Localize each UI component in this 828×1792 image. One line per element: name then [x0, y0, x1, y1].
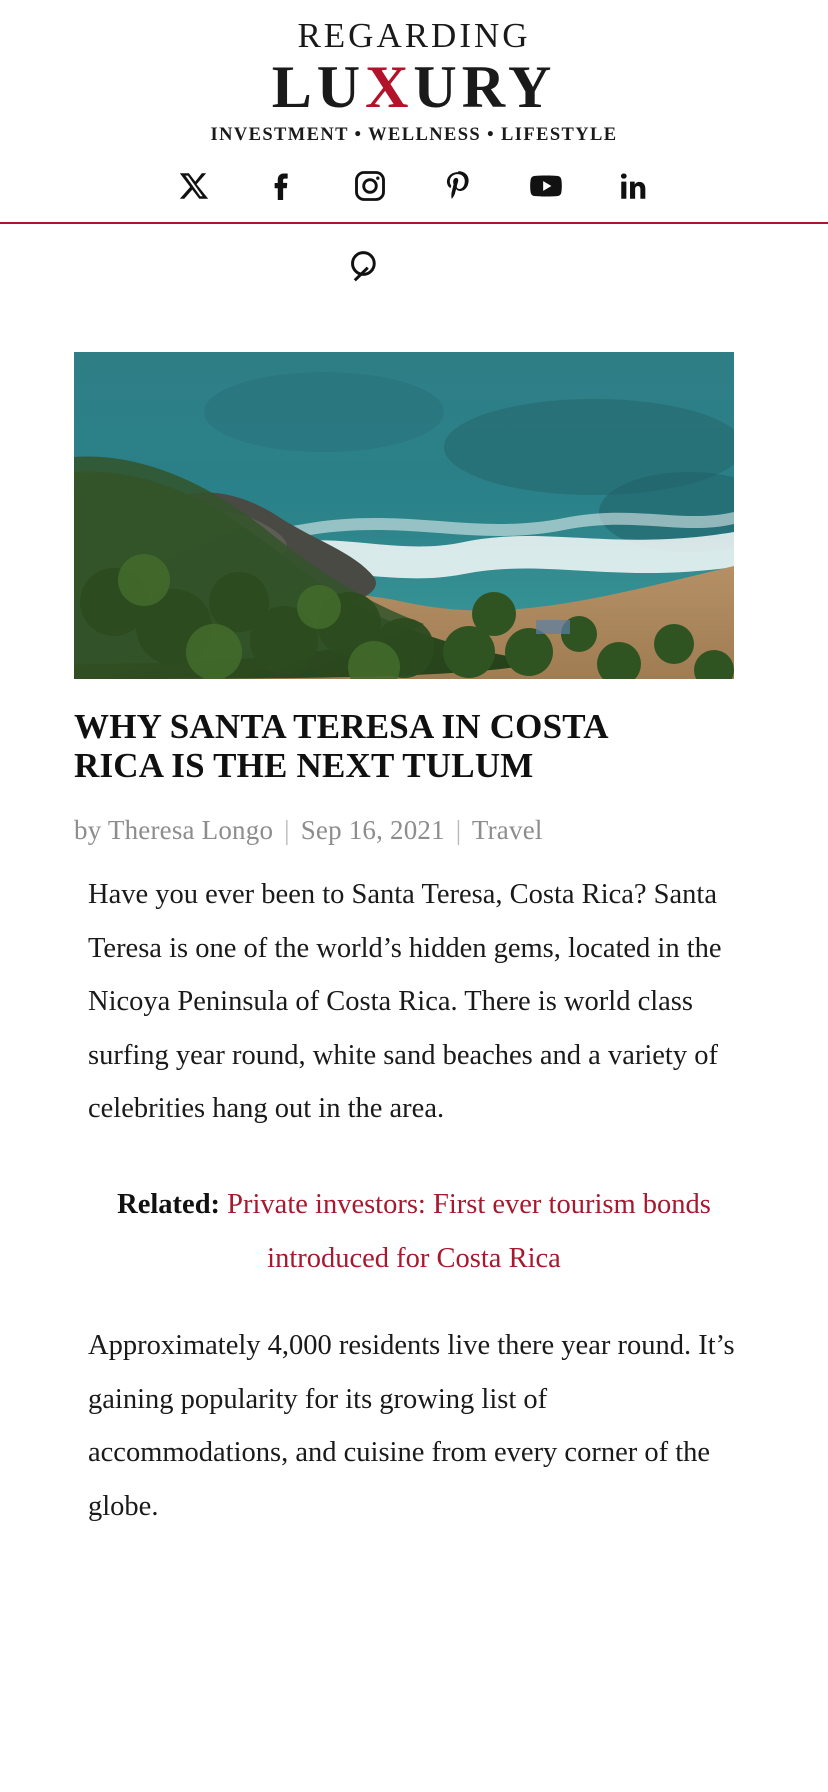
post-date: Sep 16, 2021 [300, 815, 445, 846]
social-links [0, 166, 828, 222]
related-link[interactable]: Private investors: First ever tourism bonds introduced for Costa Rica [227, 1189, 711, 1274]
post-meta-by: by [74, 815, 102, 846]
post-meta [74, 815, 744, 846]
brand-tagline: INVESTMENT • WELLNESS • LIFESTYLE [210, 124, 618, 145]
linkedin-icon[interactable] [614, 166, 654, 206]
brand-line-luxury [0, 53, 828, 120]
menu-icon[interactable] [444, 241, 488, 293]
article-hero-image [74, 352, 734, 679]
search-icon[interactable] [340, 241, 392, 293]
brand-luxury-post: URY [413, 53, 557, 120]
header-toolbar [0, 224, 828, 310]
article [0, 352, 828, 1534]
post-meta-separator-1: | [284, 815, 290, 846]
related-label: Related: [117, 1189, 221, 1221]
instagram-icon[interactable] [350, 166, 390, 206]
post-body [84, 868, 744, 1533]
site-masthead [0, 0, 828, 146]
youtube-icon[interactable] [526, 166, 566, 206]
facebook-icon[interactable] [262, 166, 302, 206]
brand-line-regarding: REGARDING [297, 16, 531, 55]
post-category-link[interactable]: Travel [471, 815, 543, 846]
x-twitter-icon[interactable] [174, 166, 214, 206]
page-title: WHY SANTA TERESA IN COSTA RICA IS THE NEXT TULUM [74, 706, 607, 785]
related-callout [88, 1178, 740, 1285]
brand-luxury-pre: LU [271, 53, 366, 120]
post-meta-separator-2: | [455, 815, 462, 846]
post-paragraph-1: Have you ever been to Santa Teresa, Costa Rica? Santa Teresa is one of the world’s hidden gems, located in the Nicoya Peninsula of Costa Rica. There is world class surfing year round, white sand beaches and a variety of celebrities hang out in the area. [88, 879, 722, 1125]
pinterest-icon[interactable] [438, 166, 478, 206]
post-paragraph-2: Approximately 4,000 residents live there year round. It’s gaining popularity for its growing list of accommodations, and cuisine from every corner of the globe. [88, 1330, 735, 1522]
post-author-link[interactable]: Theresa Longo [107, 815, 274, 846]
brand-luxury-x: X [365, 53, 414, 120]
